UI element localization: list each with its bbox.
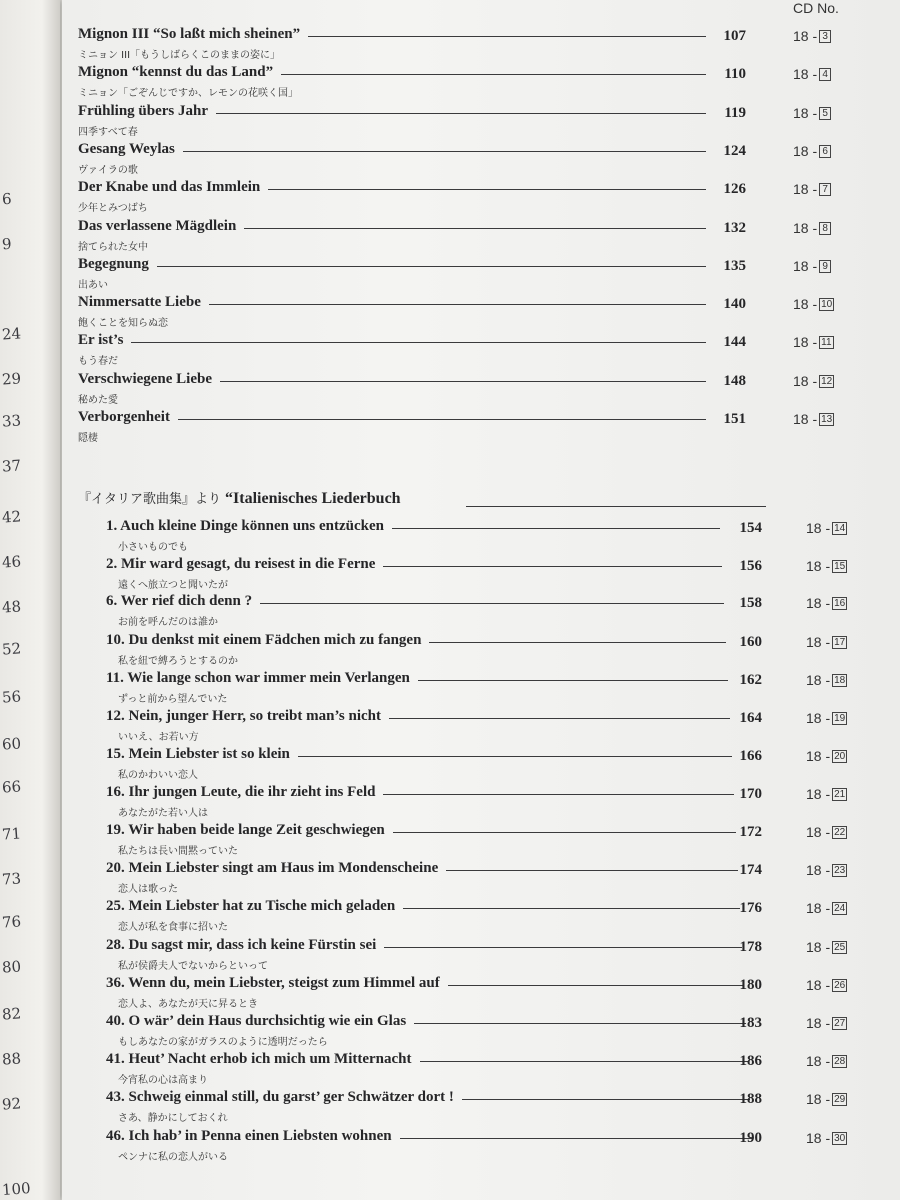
section-heading bbox=[78, 488, 401, 508]
cd-no-header: CD No. bbox=[793, 0, 839, 16]
section-rule bbox=[466, 506, 766, 507]
cd-disc-number: 18 - bbox=[806, 1091, 831, 1107]
song-title: 43. Schweig einmal still, du garst’ ger Schwätzer dort ! bbox=[106, 1089, 454, 1105]
page-number: 132 bbox=[723, 220, 746, 236]
song-title: Verborgenheit bbox=[78, 409, 170, 425]
song-title: Gesang Weylas bbox=[78, 141, 175, 157]
cd-track-box: 10 bbox=[821, 299, 833, 310]
cd-disc-number: 18 - bbox=[806, 1130, 831, 1146]
song-title-japanese: ペンナに私の恋人がいる bbox=[118, 1152, 228, 1163]
margin-page-number: 66 bbox=[1, 777, 22, 797]
margin-page-number: 80 bbox=[1, 957, 22, 977]
leader-line bbox=[392, 528, 720, 529]
page-number: 162 bbox=[739, 672, 762, 688]
toc-entry[interactable] bbox=[0, 1051, 900, 1089]
cd-track-box: 27 bbox=[834, 1018, 846, 1029]
page-number: 170 bbox=[739, 786, 762, 802]
page-number: 126 bbox=[723, 181, 746, 197]
toc-entry[interactable] bbox=[0, 593, 900, 631]
leader-line bbox=[403, 908, 740, 909]
cd-track bbox=[806, 900, 847, 916]
cd-disc-number: 18 - bbox=[806, 862, 831, 878]
song-title-japanese: さあ、静かにしておくれ bbox=[118, 1113, 228, 1124]
page-number: 190 bbox=[739, 1130, 762, 1146]
song-title-japanese: 恋人よ、あなたが天に昇るとき bbox=[118, 999, 258, 1010]
margin-page-number: 48 bbox=[1, 597, 22, 617]
song-title-japanese: 少年とみつばち bbox=[78, 203, 148, 214]
toc-entry[interactable] bbox=[0, 1128, 900, 1166]
song-title-japanese: 小さいものでも bbox=[118, 542, 188, 553]
cd-track bbox=[806, 558, 847, 574]
toc-entry[interactable] bbox=[0, 518, 900, 556]
toc-entry[interactable] bbox=[0, 26, 900, 64]
song-title: 41. Heut’ Nacht erhob ich mich um Mitternacht bbox=[106, 1051, 412, 1067]
song-title-japanese: 飽くことを知らぬ恋 bbox=[78, 318, 168, 329]
cd-track-box: 7 bbox=[819, 183, 831, 196]
toc-entry[interactable] bbox=[0, 1013, 900, 1051]
song-title-japanese: 四季すべて春 bbox=[78, 127, 138, 138]
cd-disc-number: 18 - bbox=[806, 595, 831, 611]
cd-track bbox=[793, 334, 834, 350]
song-title-japanese: 捨てられた女中 bbox=[78, 242, 148, 253]
leader-line bbox=[216, 113, 706, 114]
margin-page-number: 9 bbox=[1, 234, 13, 254]
cd-disc-number: 18 - bbox=[793, 258, 818, 274]
cd-track bbox=[806, 672, 847, 688]
page-number: 183 bbox=[739, 1015, 762, 1031]
leader-line bbox=[446, 870, 738, 871]
toc-entry[interactable] bbox=[0, 898, 900, 936]
cd-track-box: 22 bbox=[834, 827, 846, 838]
song-title-japanese: 隠棲 bbox=[78, 433, 98, 444]
leader-line bbox=[414, 1023, 746, 1024]
song-title: 12. Nein, junger Herr, so treibt man’s nicht bbox=[106, 708, 381, 724]
cd-track bbox=[806, 634, 847, 650]
song-title-japanese: 秘めた愛 bbox=[78, 395, 118, 406]
cd-track bbox=[793, 220, 831, 236]
cd-track bbox=[793, 296, 834, 312]
song-title-japanese: 遠くへ旅立つと聞いたが bbox=[118, 580, 228, 591]
song-title-japanese: ミニョン「ごぞんじですか、レモンの花咲く国」 bbox=[78, 88, 298, 99]
toc-entry[interactable] bbox=[0, 632, 900, 670]
song-title: 10. Du denkst mit einem Fädchen mich zu fangen bbox=[106, 632, 422, 648]
cd-disc-number: 18 - bbox=[806, 824, 831, 840]
cd-track-box: 13 bbox=[821, 414, 833, 425]
song-title-japanese: ヴァイラの歌 bbox=[78, 165, 138, 176]
cd-track bbox=[793, 143, 831, 159]
page-number: 174 bbox=[739, 862, 762, 878]
cd-track-box: 19 bbox=[834, 713, 846, 724]
page-number: 110 bbox=[724, 66, 746, 82]
cd-track-box: 20 bbox=[834, 751, 846, 762]
page-number: 172 bbox=[739, 824, 762, 840]
page-number: 178 bbox=[739, 939, 762, 955]
leader-line bbox=[418, 680, 728, 681]
toc-entry[interactable] bbox=[0, 1089, 900, 1127]
cd-track bbox=[806, 710, 847, 726]
toc-entry[interactable] bbox=[0, 746, 900, 784]
song-title: 28. Du sagst mir, dass ich keine Fürstin sei bbox=[106, 937, 377, 953]
cd-disc-number: 18 - bbox=[806, 672, 831, 688]
leader-line bbox=[183, 151, 706, 152]
song-title: Begegnung bbox=[78, 256, 149, 272]
page-number: 151 bbox=[723, 411, 746, 427]
cd-disc-number: 18 - bbox=[793, 66, 818, 82]
toc-entry[interactable] bbox=[0, 64, 900, 102]
cd-disc-number: 18 - bbox=[806, 1053, 831, 1069]
song-title-japanese: 出あい bbox=[78, 280, 108, 291]
song-title-japanese: あなたがた若い人は bbox=[118, 808, 208, 819]
leader-line bbox=[383, 794, 734, 795]
cd-disc-number: 18 - bbox=[806, 558, 831, 574]
cd-disc-number: 18 - bbox=[806, 977, 831, 993]
toc-entry[interactable] bbox=[0, 409, 900, 447]
cd-disc-number: 18 - bbox=[806, 634, 831, 650]
section-heading-de: “Italienisches Liederbuch bbox=[225, 490, 401, 507]
cd-track-box: 6 bbox=[819, 145, 831, 158]
cd-disc-number: 18 - bbox=[806, 939, 831, 955]
toc-entry[interactable] bbox=[0, 670, 900, 708]
leader-line bbox=[400, 1138, 752, 1139]
toc-entry[interactable] bbox=[0, 822, 900, 860]
song-title: Mignon “kennst du das Land” bbox=[78, 64, 274, 80]
cd-disc-number: 18 - bbox=[806, 748, 831, 764]
cd-track bbox=[806, 1130, 847, 1146]
cd-track-box: 28 bbox=[834, 1056, 846, 1067]
cd-track bbox=[793, 28, 831, 44]
page-number: 186 bbox=[739, 1053, 762, 1069]
cd-track bbox=[793, 258, 831, 274]
toc-entry[interactable] bbox=[0, 103, 900, 141]
song-title-japanese: いいえ、お若い方 bbox=[118, 732, 199, 743]
cd-track-box: 21 bbox=[834, 789, 846, 800]
song-title-japanese: 私を紐で縛ろうとするのか bbox=[118, 656, 238, 667]
page-number: 164 bbox=[739, 710, 762, 726]
section-heading-jp: 『イタリア歌曲集』より bbox=[78, 492, 222, 507]
leader-line bbox=[462, 1099, 750, 1100]
cd-track-box: 3 bbox=[819, 30, 831, 43]
toc-entry[interactable] bbox=[0, 179, 900, 217]
cd-track bbox=[793, 181, 831, 197]
page-number: 140 bbox=[723, 296, 746, 312]
cd-disc-number: 18 - bbox=[806, 710, 831, 726]
margin-page-number: 60 bbox=[1, 734, 22, 754]
cd-disc-number: 18 - bbox=[806, 786, 831, 802]
page-number: 188 bbox=[739, 1091, 762, 1107]
margin-page-number: 82 bbox=[1, 1004, 22, 1024]
page-number: 180 bbox=[739, 977, 762, 993]
song-title: 46. Ich hab’ in Penna einen Liebsten wohnen bbox=[106, 1128, 392, 1144]
toc-entry[interactable] bbox=[0, 975, 900, 1013]
leader-line bbox=[244, 228, 706, 229]
cd-disc-number: 18 - bbox=[793, 334, 818, 350]
leader-line bbox=[178, 419, 706, 420]
song-title: 1. Auch kleine Dinge können uns entzücken bbox=[106, 518, 384, 534]
margin-page-number: 56 bbox=[1, 687, 22, 707]
page-number: 166 bbox=[739, 748, 762, 764]
song-title: 6. Wer rief dich denn ? bbox=[106, 593, 253, 609]
cd-disc-number: 18 - bbox=[806, 1015, 831, 1031]
song-title-japanese: 恋人は歌った bbox=[118, 884, 178, 895]
page-number: 119 bbox=[724, 105, 746, 121]
margin-page-number: 92 bbox=[1, 1094, 22, 1114]
cd-disc-number: 18 - bbox=[793, 181, 818, 197]
song-title-japanese: もしあなたの家がガラスのように透明だったら bbox=[118, 1037, 328, 1048]
song-title: 16. Ihr jungen Leute, die ihr zieht ins Feld bbox=[106, 784, 376, 800]
song-title: 25. Mein Liebster hat zu Tische mich geladen bbox=[106, 898, 396, 914]
cd-disc-number: 18 - bbox=[793, 296, 818, 312]
cd-track bbox=[793, 105, 831, 121]
toc-entry[interactable] bbox=[0, 937, 900, 975]
leader-line bbox=[389, 718, 730, 719]
leader-line bbox=[298, 756, 732, 757]
song-title: Er ist’s bbox=[78, 332, 124, 348]
leader-line bbox=[220, 381, 706, 382]
page-number: 156 bbox=[739, 558, 762, 574]
song-title: Verschwiegene Liebe bbox=[78, 371, 213, 387]
song-title-japanese: 私たちは長い間黙っていた bbox=[118, 846, 238, 857]
margin-page-number: 88 bbox=[1, 1049, 22, 1069]
leader-line bbox=[448, 985, 744, 986]
cd-track-box: 29 bbox=[834, 1094, 846, 1105]
toc-entry[interactable] bbox=[0, 332, 900, 370]
page-number: 107 bbox=[723, 28, 746, 44]
cd-track-box: 14 bbox=[834, 523, 846, 534]
cd-track bbox=[806, 939, 847, 955]
song-title: 40. O wär’ dein Haus durchsichtig wie ein Glas bbox=[106, 1013, 407, 1029]
cd-track bbox=[806, 824, 847, 840]
cd-track bbox=[806, 1015, 847, 1031]
song-title: 36. Wenn du, mein Liebster, steigst zum Himmel auf bbox=[106, 975, 440, 991]
song-title: 2. Mir ward gesagt, du reisest in die Ferne bbox=[106, 556, 376, 572]
cd-track-box: 17 bbox=[834, 637, 846, 648]
margin-page-number: 71 bbox=[1, 824, 22, 844]
page-number: 135 bbox=[723, 258, 746, 274]
margin-page-number: 46 bbox=[1, 552, 22, 572]
toc-entry[interactable] bbox=[0, 860, 900, 898]
cd-track-box: 4 bbox=[819, 68, 831, 81]
cd-track-box: 9 bbox=[819, 260, 831, 273]
page-number: 148 bbox=[723, 373, 746, 389]
cd-track bbox=[806, 786, 847, 802]
song-title: Nimmersatte Liebe bbox=[78, 294, 201, 310]
song-title-japanese: ずっと前から望んでいた bbox=[118, 694, 228, 705]
cd-disc-number: 18 - bbox=[793, 105, 818, 121]
margin-page-number: 76 bbox=[1, 912, 22, 932]
cd-track bbox=[806, 862, 847, 878]
song-title-japanese: ミニョン III「もうしばらくこのままの姿に」 bbox=[78, 50, 281, 61]
margin-page-number: 73 bbox=[1, 869, 22, 889]
cd-track-box: 30 bbox=[834, 1133, 846, 1144]
cd-disc-number: 18 - bbox=[793, 411, 818, 427]
margin-page-number: 24 bbox=[1, 324, 22, 344]
song-title-japanese: もう春だ bbox=[78, 356, 118, 367]
leader-line bbox=[420, 1061, 748, 1062]
toc-entry[interactable] bbox=[0, 708, 900, 746]
cd-disc-number: 18 - bbox=[793, 143, 818, 159]
leader-line bbox=[429, 642, 726, 643]
page-number: 154 bbox=[739, 520, 762, 536]
song-title: 11. Wie lange schon war immer mein Verlangen bbox=[106, 670, 410, 686]
leader-line bbox=[393, 832, 736, 833]
leader-line bbox=[308, 36, 706, 37]
cd-track-box: 15 bbox=[834, 561, 846, 572]
margin-page-number: 100 bbox=[1, 1179, 32, 1199]
page-number: 176 bbox=[739, 900, 762, 916]
leader-line bbox=[384, 947, 742, 948]
margin-page-number: 42 bbox=[1, 507, 22, 527]
page-number: 160 bbox=[739, 634, 762, 650]
toc-entry[interactable] bbox=[0, 784, 900, 822]
cd-track-box: 11 bbox=[821, 337, 832, 348]
song-title: 15. Mein Liebster ist so klein bbox=[106, 746, 290, 762]
toc-entry[interactable] bbox=[0, 141, 900, 179]
song-title-japanese: 恋人が私を食事に招いた bbox=[118, 922, 228, 933]
margin-page-number: 37 bbox=[1, 456, 22, 476]
cd-track-box: 18 bbox=[834, 675, 846, 686]
cd-track bbox=[793, 66, 831, 82]
toc-entry[interactable] bbox=[0, 371, 900, 409]
toc-entry[interactable] bbox=[0, 294, 900, 332]
margin-page-number: 33 bbox=[1, 411, 22, 431]
leader-line bbox=[268, 189, 706, 190]
toc-entry[interactable] bbox=[0, 218, 900, 256]
cd-track-box: 26 bbox=[834, 980, 846, 991]
leader-line bbox=[157, 266, 706, 267]
page-number: 124 bbox=[723, 143, 746, 159]
margin-page-number: 52 bbox=[1, 639, 22, 659]
cd-track bbox=[806, 1053, 847, 1069]
cd-track bbox=[806, 520, 847, 536]
leader-line bbox=[260, 603, 724, 604]
cd-track-box: 12 bbox=[821, 376, 833, 387]
toc-entry[interactable] bbox=[0, 556, 900, 594]
cd-track bbox=[793, 411, 834, 427]
cd-track-box: 23 bbox=[834, 865, 846, 876]
song-title: Mignon III “So laßt mich sheinen” bbox=[78, 26, 301, 42]
page-number: 158 bbox=[739, 595, 762, 611]
cd-disc-number: 18 - bbox=[806, 520, 831, 536]
cd-track-box: 8 bbox=[819, 222, 831, 235]
cd-track-box: 5 bbox=[819, 107, 831, 120]
song-title-japanese: 私のかわいい恋人 bbox=[118, 770, 198, 781]
cd-track-box: 16 bbox=[834, 598, 846, 609]
cd-track bbox=[806, 595, 847, 611]
cd-track bbox=[806, 977, 847, 993]
cd-track bbox=[793, 373, 834, 389]
margin-page-number: 29 bbox=[1, 369, 22, 389]
cd-disc-number: 18 - bbox=[793, 220, 818, 236]
leader-line bbox=[383, 566, 722, 567]
song-title: Frühling übers Jahr bbox=[78, 103, 209, 119]
song-title: Das verlassene Mägdlein bbox=[78, 218, 237, 234]
song-title-japanese: 私が侯爵夫人でないからといって bbox=[118, 961, 268, 972]
leader-line bbox=[209, 304, 706, 305]
song-title-japanese: お前を呼んだのは誰か bbox=[118, 617, 218, 628]
cd-track bbox=[806, 748, 847, 764]
cd-track-box: 24 bbox=[834, 903, 846, 914]
cd-track bbox=[806, 1091, 847, 1107]
cd-track-box: 25 bbox=[834, 942, 846, 953]
margin-page-number: 6 bbox=[1, 189, 13, 209]
song-title: Der Knabe und das Immlein bbox=[78, 179, 261, 195]
leader-line bbox=[281, 74, 706, 75]
toc-entry[interactable] bbox=[0, 256, 900, 294]
cd-disc-number: 18 - bbox=[793, 373, 818, 389]
song-title: 19. Wir haben beide lange Zeit geschwiegen bbox=[106, 822, 385, 838]
cd-disc-number: 18 - bbox=[806, 900, 831, 916]
leader-line bbox=[131, 342, 706, 343]
song-title: 20. Mein Liebster singt am Haus im Mondenscheine bbox=[106, 860, 439, 876]
song-title-japanese: 今宵私の心は高まり bbox=[118, 1075, 208, 1086]
cd-disc-number: 18 - bbox=[793, 28, 818, 44]
page-number: 144 bbox=[723, 334, 746, 350]
